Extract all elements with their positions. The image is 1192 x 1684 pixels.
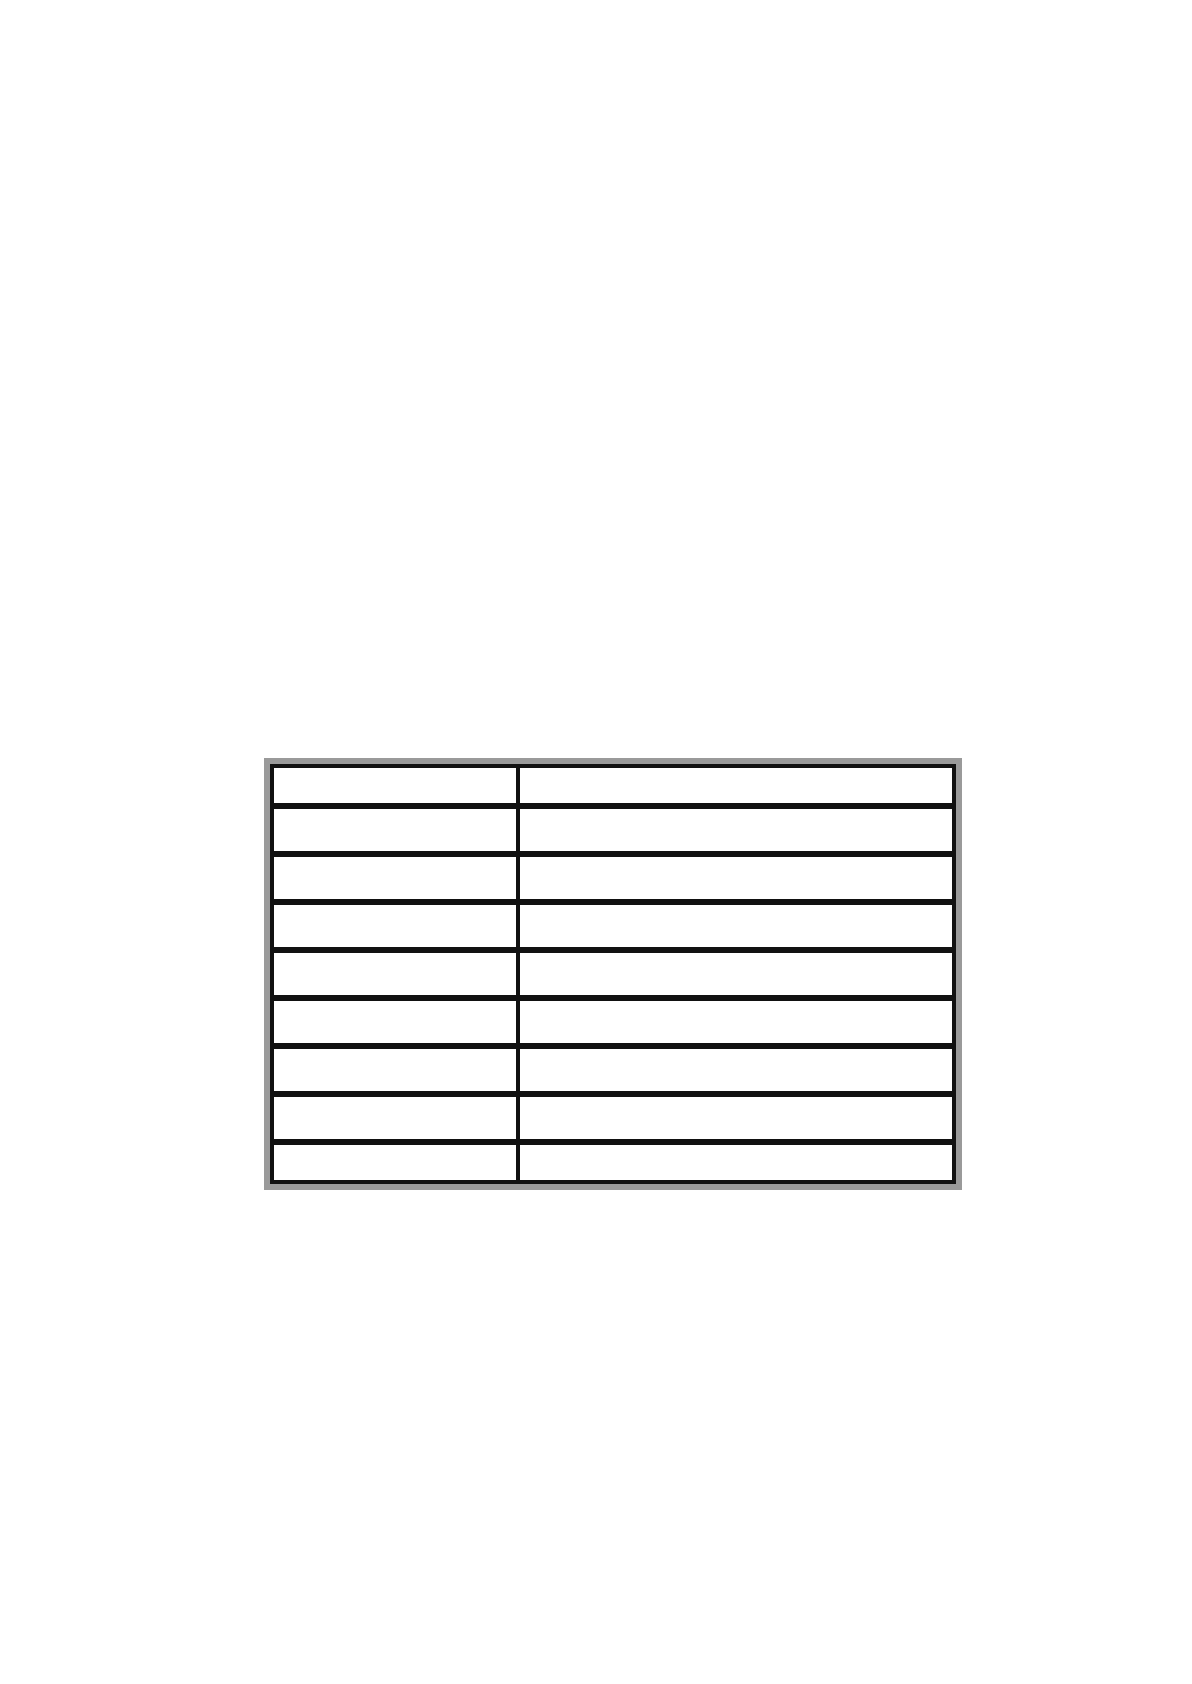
table-cell-population [518,1046,954,1094]
table-row [272,998,954,1046]
table-cell-population [518,806,954,854]
table-cell-population [518,902,954,950]
table-row [272,950,954,998]
population-table [264,758,962,1190]
table-row [272,1142,954,1182]
table-row [272,1046,954,1094]
table-header-year [272,766,518,806]
table-row [272,902,954,950]
table-cell-year [272,902,518,950]
table-cell-year [272,1046,518,1094]
table-cell-year [272,950,518,998]
table-cell-population [518,950,954,998]
table-row [272,806,954,854]
table-cell-year [272,854,518,902]
table-cell-year [272,806,518,854]
table-cell-year [272,1094,518,1142]
table-cell-year [272,1142,518,1182]
table-cell-population [518,854,954,902]
table-cell-population [518,1142,954,1182]
table-header-row [272,766,954,806]
table-cell-year [272,998,518,1046]
table-cell-population [518,998,954,1046]
population-table-grid [270,764,956,1184]
table-cell-population [518,1094,954,1142]
table-row [272,1094,954,1142]
table-header-population [518,766,954,806]
table-row [272,854,954,902]
